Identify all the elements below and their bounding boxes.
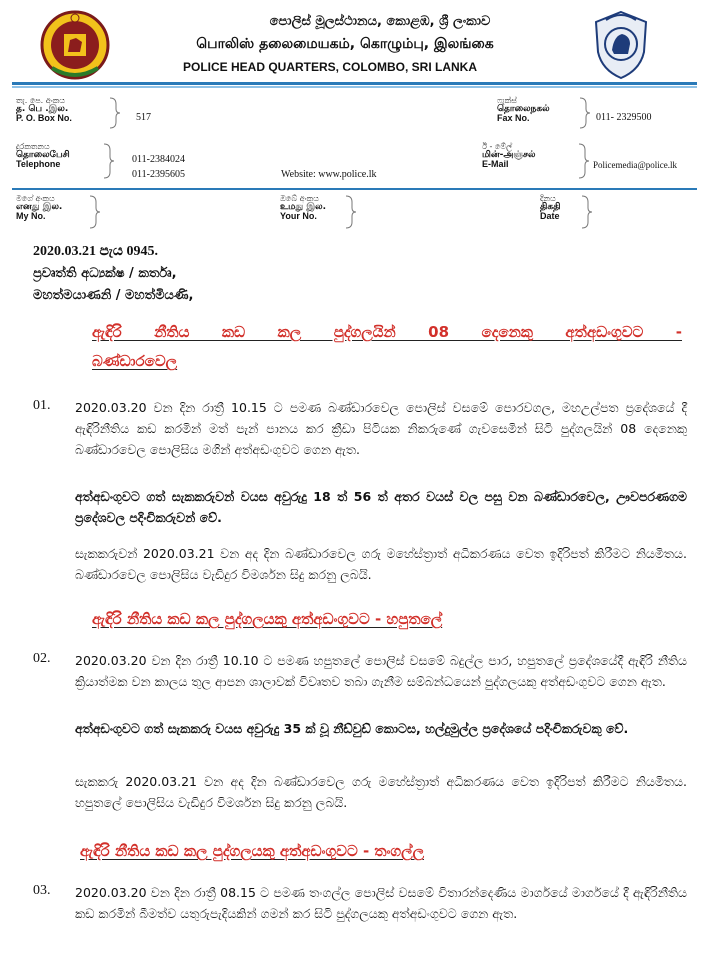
your-no-brace-icon [342, 194, 358, 230]
telephone-field [16, 142, 70, 169]
my-no-label-si: මගේ අංකය [16, 194, 55, 203]
telephone-value-1: 011-2384024 [132, 154, 185, 165]
section-3-number: 03. [33, 883, 51, 898]
telephone-label-si: දුරකතනය [16, 142, 50, 151]
section-2-para-2: අත්අඩංගුවට ගත් සැකකරු වයස අවුරුදු 35 ක් වූ නීඩ්වුඩ් කොටස, හල්දුමුල්ල ප්‍රදේශයේ පදිංචිකරුවකු වේ. [75, 721, 629, 736]
date-label-ta: திகதி [540, 202, 561, 212]
po-box-label-ta: த. பெ .இல. [16, 104, 69, 114]
telephone-label-ta: தொலைபேசி [16, 150, 70, 160]
section-3-para-1: 2020.03.20 වන දින රාත්‍රී 08.15 ට පමණ තංගල්ල පොලිස් වසමේ විතාරන්දෙණිය මාර්ගයේ මාර්ගයේ දී ඇඳිරිනීතිය කඩ කරමින් බීමත්ව යතුරුපැදියකින් ගමන් කර සිටි පුද්ගලයකු අත්අඩංගුවට ගෙන ඇත. [75, 885, 687, 921]
po-box-field [16, 96, 72, 123]
date-brace-icon [578, 194, 594, 230]
fax-brace-icon [576, 96, 592, 130]
datetime-line: 2020.03.21 පැය 0945. [33, 244, 158, 259]
section-2-title: ඇඳිරි නීතිය කඩ කල පුද්ගලයකු අත්අඩංගුවට - හපුතලේ [92, 610, 443, 628]
your-no-label-ta: உமது இல. [280, 202, 326, 212]
email-label-en: E-Mail [482, 159, 509, 169]
section-1-para-3: සැකකරුවන් 2020.03.21 වන අද දින බණ්ඩාරවෙල ගරු මහේස්ත්‍රාත් අධිකරණය වෙත ඉදිරිපත් කිරීමට නියමිතය. බණ්ඩාරවෙල පොලිසිය වැඩිදුර විමර්ශන සිදු කරනු ලබයි. [75, 546, 687, 582]
po-box-value: 517 [136, 112, 151, 123]
letterhead-tamil: பொலிஸ் தலைமையகம், கொழும்பு, இலங்கை [196, 36, 494, 52]
my-no-label-ta: எனது இல. [16, 202, 63, 212]
telephone-label-en: Telephone [16, 159, 61, 169]
letterhead-english: POLICE HEAD QUARTERS, COLOMBO, SRI LANKA [182, 60, 477, 74]
fax-value: 011- 2329500 [596, 112, 652, 123]
date-label-en: Date [540, 211, 560, 221]
email-field [482, 142, 535, 169]
po-box-label-si: තැ. පෙ. අංකය [16, 96, 65, 105]
police-emblem-icon [592, 10, 650, 80]
recipient-line: ප්‍රවෘත්ති අධ්‍යක්ෂ / කර්තෘ, [33, 266, 177, 281]
fields-rule [12, 188, 697, 190]
date-label-si: දිනය [540, 194, 556, 203]
section-1-title-cont: බණ්ඩාරවෙල [92, 352, 178, 370]
telephone-value-2: 011-2395605 [132, 169, 185, 180]
section-1-para-1: 2020.03.20 වන දින රාත්‍රී 10.15 ට පමණ බණ්ඩාරවෙල පොලිස් වසමේ පොරවගල, මහඋල්පත ප්‍රදේශයේ දී ඇඳිරිනීතිය කඩ කරමින් මත් පැන් පානය කර ක්‍රීඩා පිටියක නිකරුණේ ගැවසෙමින් සිටි පුද්ගලයින් 08 දෙනෙකු බණ්ඩාරවෙල පොලිසිය මගින් අත්අඩංගුවට ගෙන ඇත. [75, 400, 687, 457]
website-link[interactable]: Website: www.police.lk [281, 169, 377, 180]
letterhead-sinhala: පොලිස් මූලස්ථානය, කොළඹ, ශ්‍රී ලංකාව [269, 14, 491, 29]
header-rule [12, 82, 697, 85]
email-label-ta: மின்-அஞ்சல் [482, 150, 536, 160]
your-no-label-si: ඔබේ අංකය [280, 194, 319, 203]
fax-label-si: ෆැක්ස් [497, 96, 517, 105]
your-no-label-en: Your No. [280, 211, 317, 221]
section-2-para-1: 2020.03.20 වන දින රාත්‍රී 10.10 ට පමණ හපුතලේ පොලිස් වසමේ බදුල්ල පාර, හපුතලේ ප්‍රදේශයේදී ඇඳිරි නීතිය ක්‍රියාත්මක වන කාලය තුල ආපන ශාලාවක් විවෘතව තබා ගැනීම සම්බන්ධයෙන් පුද්ගලයකු අත්අඩංගුවට ගෙන ඇත. [75, 653, 687, 689]
section-1-title: ඇඳිරි නීතිය කඩ කල පුද්ගලයින් 08 දෙනෙකු අත්අඩංගුවට - [92, 323, 682, 341]
fax-label-ta: தொலைநகல் [497, 104, 550, 114]
fax-field [497, 96, 550, 123]
po-box-label-en: P. O. Box No. [16, 113, 72, 123]
telephone-brace-icon [100, 142, 116, 180]
my-no-brace-icon [86, 194, 102, 230]
your-no-field [280, 194, 326, 221]
po-box-brace-icon [106, 96, 122, 130]
fax-label-en: Fax No. [497, 113, 530, 123]
my-no-field [16, 194, 62, 221]
section-3-title: ඇඳිරි නීතිය කඩ කල පුද්ගලයකු අත්අඩංගුවට - තංගල්ල [80, 842, 425, 860]
section-2-number: 02. [33, 651, 51, 666]
my-no-label-en: My No. [16, 211, 46, 221]
email-label-si: ඊ - මේල් [482, 142, 513, 151]
section-1-para-2: අත්අඩංගුවට ගත් සැකකරුවන් වයස අවුරුදු 18 ත් 56 ත් අතර වයස් වල පසු වන බණ්ඩාරවෙල, ඌවපරණගම ප්‍රදේශවල පදිංචිකරුවන් වේ. [75, 489, 687, 525]
section-1-number: 01. [33, 398, 51, 413]
header-rule-light [12, 86, 697, 88]
email-value[interactable]: Policemedia@police.lk [593, 160, 678, 170]
section-2-para-3: සැකකරු 2020.03.21 වන අද දින බණ්ඩාරවෙල ගරු මහේස්ත්‍රාත් අධිකරණය වෙත ඉදිරිපත් කිරීමට නියමිතය. හපුතලේ පොලිසිය වැඩිදුර විමර්ශන සිදු කරනු ලබයි. [75, 774, 687, 810]
salutation-line: මහත්මයාණනි / මහත්මියණි, [33, 288, 194, 303]
date-field [540, 194, 561, 221]
sri-lanka-emblem-icon [40, 10, 110, 80]
email-brace-icon [575, 142, 591, 180]
